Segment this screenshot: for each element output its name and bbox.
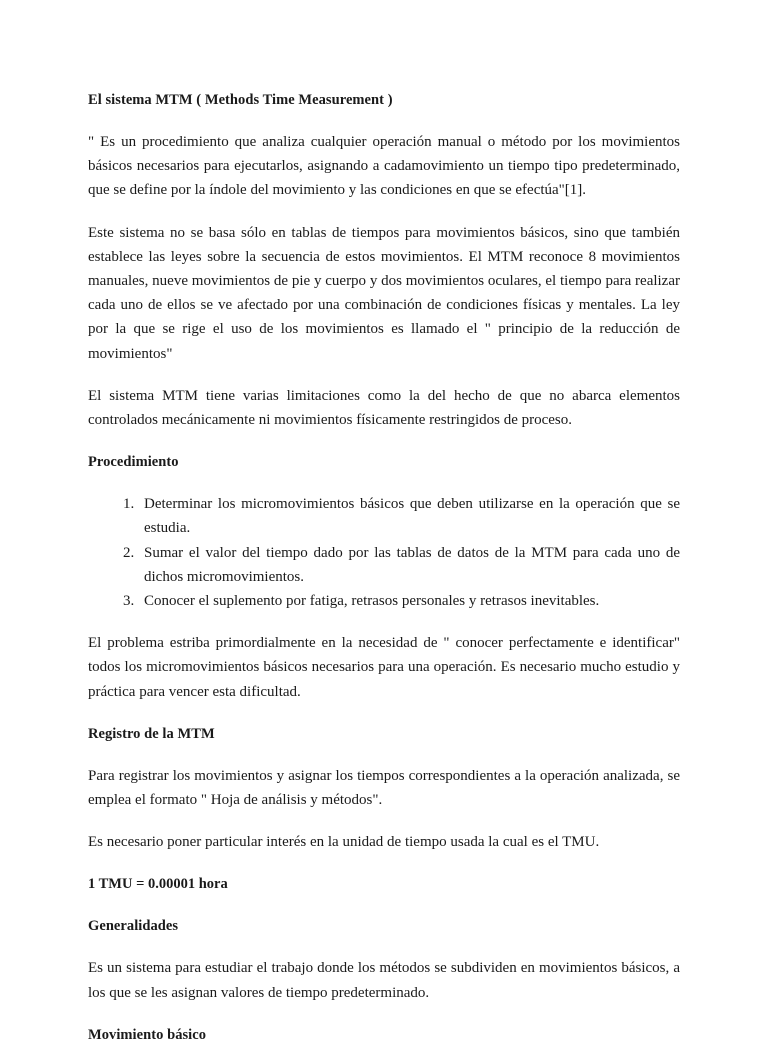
list-item: 2. Sumar el valor del tiempo dado por las tablas de datos de la MTM para cada uno de dichos micromovimientos. <box>138 541 680 589</box>
tmu-equation: 1 TMU = 0.00001 hora <box>88 876 228 893</box>
document-body <box>88 88 680 1047</box>
paragraph-generalidades: Es un sistema para estudiar el trabajo donde los métodos se subdividen en movimientos básicos, a los que se les asignan valores de tiempo predeterminado. <box>88 960 680 1001</box>
heading-generalidades: Generalidades <box>88 918 179 935</box>
paragraph-limitaciones: El sistema MTM tiene varias limitaciones como la del hecho de que no abarca elementos controlados mecánicamente ni movimientos físicamente restringidos de proceso. <box>88 387 680 429</box>
procedimiento-list <box>88 492 680 613</box>
paragraph-problema: El problema estriba primordialmente en la necesidad de " conocer perfectamente e identificar" todos los micromovimientos básicos necesarios para una operación. Es necesario mucho estudio y práctica para vencer esta dificultad. <box>88 635 680 700</box>
heading-procedimiento: Procedimiento <box>88 454 179 471</box>
paragraph-registro: Para registrar los movimientos y asignar los tiempos correspondientes a la operación analizada, se emplea el formato " Hoja de análisis y métodos". <box>88 767 680 809</box>
list-item: 1. Determinar los micromovimientos básicos que deben utilizarse en la operación que se estudia. <box>138 492 680 540</box>
list-item: 3. Conocer el suplemento por fatiga, retrasos personales y retrasos inevitables. <box>138 589 680 613</box>
paragraph-leyes: Este sistema no se basa sólo en tablas de tiempos para movimientos básicos, sino que también establece las leyes sobre la secuencia de estos movimientos. El MTM reconoce 8 movimientos manuales, nueve movimientos de pie y cuerpo y dos movimientos oculares, el tiempo para realizar cada uno de ellos se ve afectado por una combinación de condiciones físicas y mentales. La ley por la que se rige el uso de los movimientos es llamado el " principio de la reducción de movimientos" <box>88 224 680 362</box>
paragraph-definition: " Es un procedimiento que analiza cualquier operación manual o método por los movimientos básicos necesarios para ejecutarlos, asignando a cadamovimiento un tiempo tipo predeterminado, que se define por la índole del movimiento y las condiciones en que se efectúa"[1]. <box>88 134 680 199</box>
heading-movimiento-basico: Movimiento básico <box>88 1026 207 1043</box>
heading-registro-mtm: Registro de la MTM <box>88 725 215 742</box>
paragraph-tmu-intro: Es necesario poner particular interés en la unidad de tiempo usada la cual es el TMU. <box>88 834 600 851</box>
page-title: El sistema MTM ( Methods Time Measurement ) <box>88 92 393 108</box>
